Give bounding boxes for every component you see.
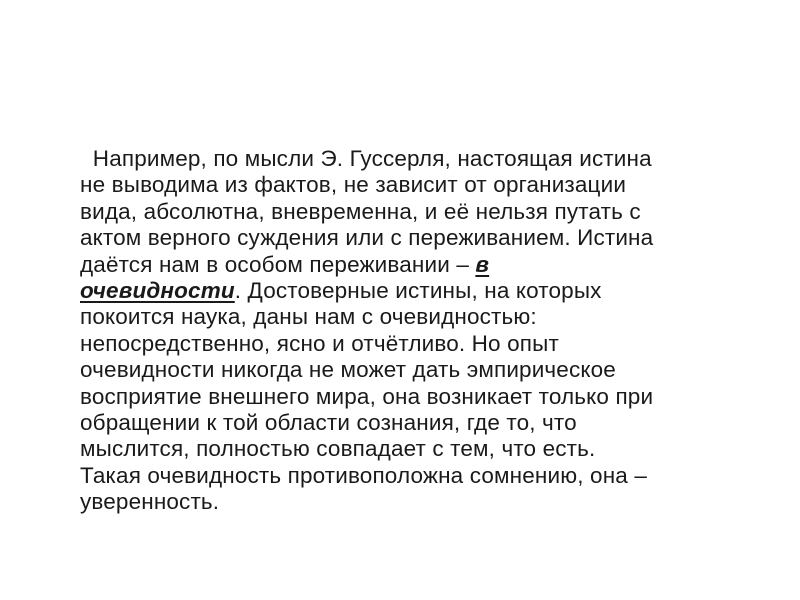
text-line-1: Например, по мысли Э. Гуссерля, настоящая истина [80,146,652,171]
text-line-6 [80,278,760,304]
text-line-13: Такая очевидность противоположна сомнению, она – [80,462,648,488]
text-line-11: обращении к той области сознания, где то, что [80,410,577,436]
text-line-3: вида, абсолютна, вневременна, и её нельзя путать с [80,198,641,224]
body-paragraph [80,146,760,516]
text-line-5-lead: даётся нам в особом переживании – [80,251,476,277]
text-line-14: уверенность. [80,489,220,515]
text-line-12: мыслится, полностью совпадает с тем, что есть. [80,436,596,462]
text-line-6-tail: . Достоверные истины, на которых [234,278,602,304]
text-line-9: очевидности никогда не может дать эмпирическое [80,357,616,383]
text-line-2: не выводима из фактов, не зависит от организации [80,172,627,198]
emphasis-word-ochevidnosti: очевидности [80,278,235,304]
text-line-8: непосредственно, ясно и отчётливо. Но опыт [80,330,559,356]
text-line-4: актом верного суждения или с переживанием. Истина [80,225,654,251]
text-line-7: покоится наука, даны нам с очевидностью: [80,304,537,330]
text-line-10: восприятие внешнего мира, она возникает только при [80,383,654,409]
text-line-5 [80,252,760,278]
emphasis-word-v: в [475,251,490,277]
